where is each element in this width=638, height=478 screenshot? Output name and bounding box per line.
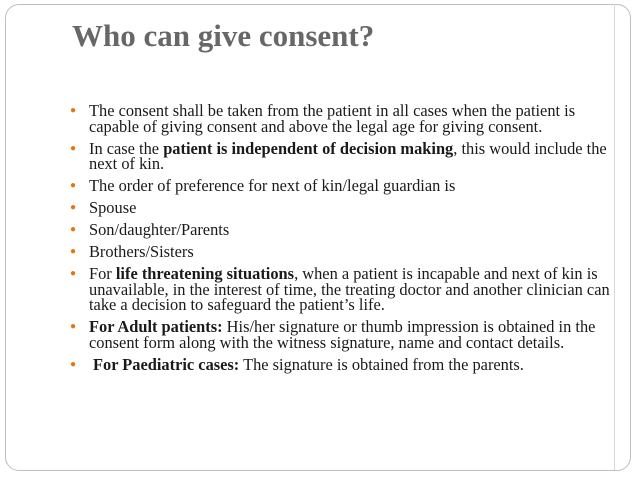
bullet-text: The consent shall be taken from the patient in all cases when the patient is capable of giving consent and above the legal age for giving consent. [89, 101, 576, 136]
bullet-text-pre: In case the [89, 138, 164, 158]
bullet-text-bold: life threatening situations [115, 264, 295, 283]
bullet-text-post: , when a patient is incapable and next of kin is unavailable, in the interest of time, the treating doctor and another clinician can take a decision to safeguard the patient’s life. [89, 264, 610, 314]
bullet-text-bold: For Adult patients: [89, 317, 223, 336]
list-item [70, 138, 610, 173]
bullet-icon: ● [70, 180, 77, 191]
list-item [70, 200, 610, 216]
list-item [70, 244, 610, 260]
list-item [70, 266, 610, 313]
bullet-text-post: His/her signature or thumb impression is obtained in the consent form along with the witness signature, name and contact details. [89, 317, 596, 352]
bullet-text: Spouse [89, 198, 137, 217]
bullet-text-post: , this would include the next of kin. [89, 138, 607, 173]
bullet-icon: ● [70, 224, 77, 235]
bullet-text: Son/daughter/Parents [89, 220, 230, 239]
list-item [70, 178, 610, 194]
bullet-text: Brothers/Sisters [89, 242, 194, 261]
bullet-text: The order of preference for next of kin/legal guardian is [89, 176, 456, 195]
bullet-text-post: The signature is obtained from the parents. [239, 354, 524, 374]
slide-title: Who can give consent? [72, 18, 375, 53]
bullet-text-pre: For [89, 264, 116, 283]
bullet-icon: ● [70, 268, 77, 279]
bullet-text-bold: patient is independent of decision making [163, 138, 454, 158]
list-item [70, 354, 610, 374]
slide-edge-line [614, 4, 615, 470]
bullet-list [70, 103, 610, 379]
bullet-icon: ● [70, 246, 77, 257]
bullet-icon: ● [70, 105, 77, 116]
bullet-icon: ● [70, 202, 77, 213]
bullet-icon: ● [70, 358, 77, 370]
bullet-icon: ● [70, 142, 77, 154]
list-item [70, 103, 610, 134]
list-item [70, 222, 610, 238]
bullet-text-bold: For Paediatric cases: [93, 354, 240, 374]
list-item [70, 319, 610, 350]
bullet-icon: ● [70, 321, 77, 332]
